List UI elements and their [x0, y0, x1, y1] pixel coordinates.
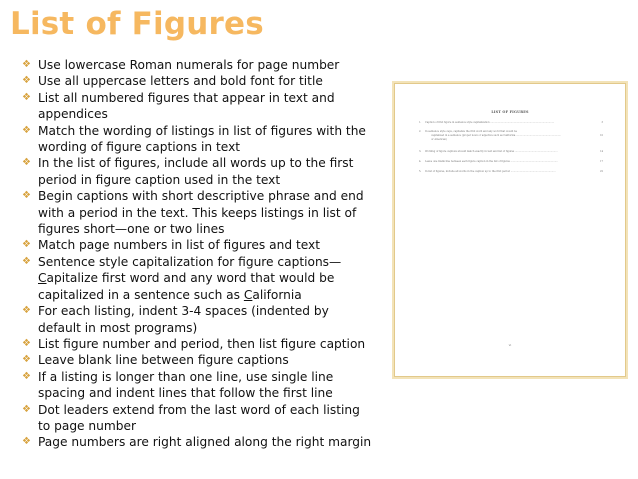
diamond-bullet-icon: ❖	[22, 75, 31, 87]
bullet-text: Use lowercase Roman numerals for page number	[38, 58, 340, 72]
diamond-bullet-icon: ❖	[22, 124, 31, 136]
thumbnail-title: LIST OF FIGURES	[491, 110, 529, 114]
diamond-bullet-icon: ❖	[22, 436, 31, 448]
diamond-bullet-icon: ❖	[22, 255, 31, 267]
thumbnail-entry: 4. Leave one blank line between each figure caption in the list of figures .............................................................. 17	[419, 160, 603, 163]
bullet-item	[22, 254, 374, 303]
diamond-bullet-icon: ❖	[22, 305, 31, 317]
bullet-text: Page numbers are right aligned along the right margin	[38, 435, 372, 450]
bullet-item	[22, 123, 374, 156]
thumbnail-entry: 1. Caption of first figure in sentence style capitalization .................................................................................... 3	[419, 121, 603, 124]
bullet-text: In the list of figures, include all words up to the first period in figure caption used in the text	[38, 156, 354, 187]
bullet-text: Sentence style capitalization for figure captions—Capitalize first word and any word that would be capitalized in a sentence such as California	[38, 254, 342, 302]
thumbnail-entry: 5. In list of figures, include all words in the caption up to the first period ........................................................... 22	[419, 170, 603, 173]
thumbnail-entry: capitalized in a sentence (proper noun or adjective such as California ........................................................... 10	[431, 134, 603, 137]
diamond-bullet-icon: ❖	[22, 337, 31, 349]
bullet-list	[22, 57, 374, 451]
bullet-item	[22, 352, 374, 368]
bullet-item	[22, 369, 374, 402]
list-of-figures-thumbnail	[394, 83, 626, 377]
bullet-text: List all numbered figures that appear in text and appendices	[38, 90, 335, 122]
slide-title: List of Figures	[10, 6, 264, 42]
diamond-bullet-icon: ❖	[22, 239, 31, 251]
bullet-item	[22, 303, 374, 336]
bullet-item	[22, 336, 374, 352]
bullet-item	[22, 73, 374, 89]
thumbnail-entry: 3. Wording of figure captions should match exactly in text and list of figures ........................................................ 14	[419, 150, 603, 153]
diamond-bullet-icon: ❖	[22, 354, 31, 366]
bullet-text: For each listing, indent 3-4 spaces (indented by default in most programs)	[38, 304, 329, 335]
diamond-bullet-icon: ❖	[22, 403, 31, 415]
thumbnail-entry: or American)	[431, 138, 447, 141]
diamond-bullet-icon: ❖	[22, 59, 31, 70]
bullet-item	[22, 402, 374, 435]
bullet-text: List figure number and period, then list figure caption	[38, 336, 366, 351]
thumbnail-entry: 2. In sentence style caps, capitalize the first word and any word that would be	[419, 130, 517, 133]
bullet-text: Leave blank line between figure captions	[38, 353, 289, 368]
diamond-bullet-icon: ❖	[22, 190, 31, 202]
diamond-bullet-icon: ❖	[22, 370, 31, 382]
bullet-item	[22, 57, 374, 73]
thumbnail-page-number: vi	[508, 343, 512, 347]
bullet-item	[22, 237, 374, 253]
bullet-text: Use all uppercase letters and bold font for title	[38, 74, 323, 89]
bullet-text: If a listing is longer than one line, use single line spacing and indent lines that follow the first line	[38, 369, 334, 401]
diamond-bullet-icon: ❖	[22, 157, 31, 169]
bullet-item	[22, 90, 374, 123]
bullet-text: Match the wording of listings in list of figures with the wording of figure captions in text	[38, 123, 366, 155]
bullet-item	[22, 155, 374, 188]
bullet-item	[22, 188, 374, 237]
bullet-item	[22, 434, 374, 450]
bullet-text: Dot leaders extend from the last word of each listing to page number	[38, 402, 360, 433]
bullet-text: Match page numbers in list of figures and text	[38, 238, 321, 253]
bullet-text: Begin captions with short descriptive phrase and end with a period in the text. This keeps listings in list of figures short—one or two lines	[38, 189, 364, 237]
diamond-bullet-icon: ❖	[22, 91, 31, 103]
